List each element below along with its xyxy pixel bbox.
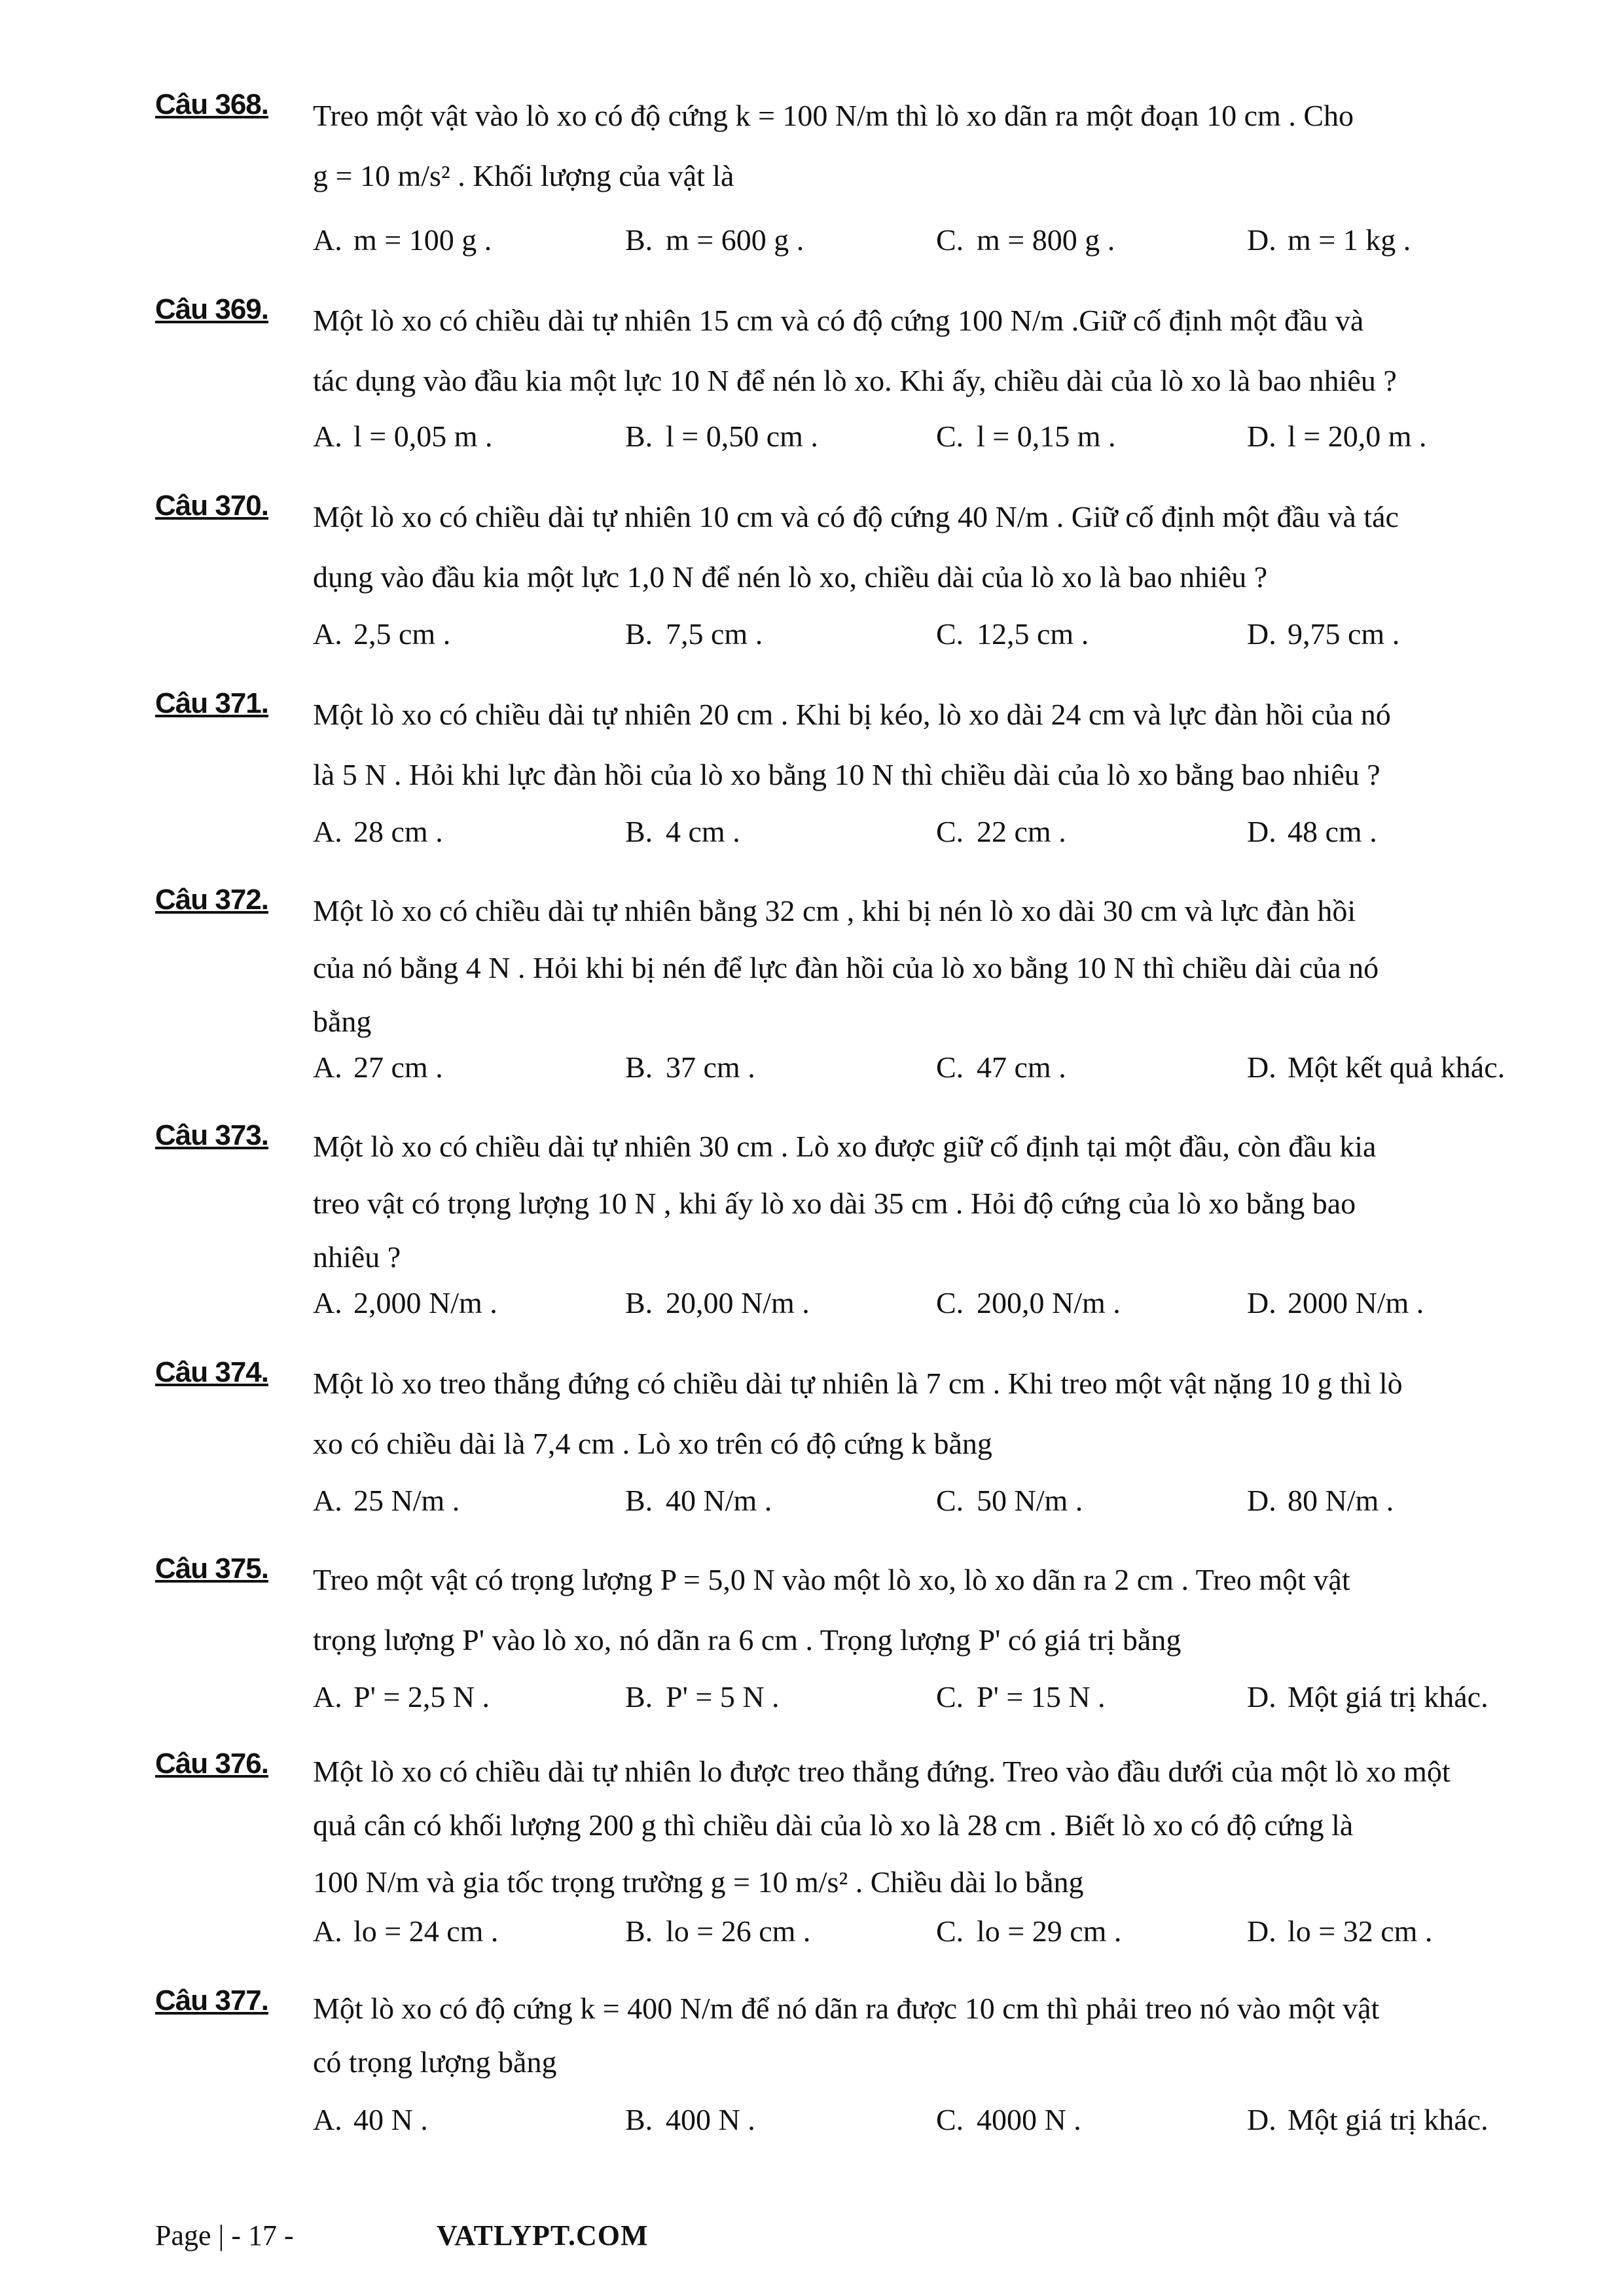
option-d: D. Một kết quả khác. <box>1247 1050 1506 1084</box>
options-370 <box>0 617 1624 656</box>
question-line: tác dụng vào đầu kia một lực 10 N để nén lò xo. Khi ấy, chiều dài của lò xo là bao nhiêu ? <box>313 364 1397 397</box>
question-label: Câu 373. <box>155 1119 268 1151</box>
question-line: trọng lượng P' vào lò xo, nó dãn ra 6 cm . Trọng lượng P' có giá trị bằng <box>313 1623 1182 1657</box>
option-b: B. l = 0,50 cm . <box>625 420 818 453</box>
option-b: B. m = 600 g . <box>625 223 804 257</box>
question-line: nhiêu ? <box>313 1240 401 1274</box>
question-label: Câu 377. <box>155 1984 268 2017</box>
question-line: Một lò xo có chiều dài tự nhiên 10 cm và có độ cứng 40 N/m . Giữ cố định một đầu và tác <box>313 500 1399 533</box>
question-text <box>313 1354 1579 1474</box>
option-a: A. 27 cm . <box>313 1050 443 1084</box>
question-line: Một lò xo có chiều dài tự nhiên 15 cm và có độ cứng 100 N/m .Giữ cố định một đầu và <box>313 304 1364 337</box>
question-label: Câu 371. <box>155 687 268 719</box>
option-c: C. P' = 15 N . <box>936 1680 1106 1713</box>
option-a: A. 40 N . <box>313 2103 428 2136</box>
options-374 <box>0 1483 1624 1522</box>
option-b: B. 7,5 cm . <box>625 617 763 651</box>
option-a: A. P' = 2,5 N . <box>313 1680 490 1713</box>
question-label: Câu 370. <box>155 490 268 522</box>
option-a: A. 28 cm . <box>313 815 443 848</box>
option-d: D. 9,75 cm . <box>1247 617 1400 651</box>
options-376 <box>0 1914 1624 1953</box>
question-line: có trọng lượng bằng <box>313 2045 557 2079</box>
option-d: D. 48 cm . <box>1247 815 1377 848</box>
option-c: C. 22 cm . <box>936 815 1066 848</box>
question-text <box>313 1117 1579 1284</box>
question-line: quả cân có khối lượng 200 g thì chiều dài của lò xo là 28 cm . Biết lò xo có độ cứng là <box>313 1808 1354 1842</box>
option-c: C. 12,5 cm . <box>936 617 1089 651</box>
option-d: D. 80 N/m . <box>1247 1484 1394 1517</box>
question-line: Một lò xo có chiều dài tự nhiên bằng 32 cm , khi bị nén lò xo dài 30 cm và lực đàn hồi <box>313 894 1356 927</box>
question-line: Một lò xo có độ cứng k = 400 N/m để nó dãn ra được 10 cm thì phải treo nó vào một vật <box>313 1992 1380 2025</box>
option-a: A. 2,000 N/m . <box>313 1286 497 1319</box>
option-a: A. 25 N/m . <box>313 1484 460 1517</box>
question-line: bằng <box>313 1005 372 1038</box>
options-373 <box>0 1285 1624 1325</box>
question-line: Một lò xo có chiều dài tự nhiên 20 cm . Khi bị kéo, lò xo dài 24 cm và lực đàn hồi của nó <box>313 698 1391 731</box>
option-a: A. l = 0,05 m . <box>313 420 493 453</box>
question-text <box>313 86 1579 206</box>
options-371 <box>0 814 1624 853</box>
options-372 <box>0 1050 1624 1089</box>
question-line: Treo một vật có trọng lượng P = 5,0 N vào một lò xo, lò xo dãn ra 2 cm . Treo một vật <box>313 1563 1350 1596</box>
question-text <box>313 881 1579 1049</box>
question-line: Một lò xo treo thẳng đứng có chiều dài tự nhiên là 7 cm . Khi treo một vật nặng 10 g thì lò <box>313 1367 1403 1400</box>
option-a: A. m = 100 g . <box>313 223 492 257</box>
question-line: dụng vào đầu kia một lực 1,0 N để nén lò xo, chiều dài của lò xo là bao nhiêu ? <box>313 560 1268 594</box>
option-a: A. lo = 24 cm . <box>313 1914 499 1948</box>
option-c: C. 47 cm . <box>936 1050 1066 1084</box>
question-label: Câu 375. <box>155 1552 268 1585</box>
question-label: Câu 372. <box>155 884 268 916</box>
option-b: B. 40 N/m . <box>625 1484 772 1517</box>
question-line: xo có chiều dài là 7,4 cm . Lò xo trên có độ cứng k bằng <box>313 1427 992 1460</box>
option-b: B. 4 cm . <box>625 815 740 848</box>
option-c: C. m = 800 g . <box>936 223 1115 257</box>
question-text <box>313 291 1579 411</box>
options-369 <box>0 419 1624 458</box>
question-label: Câu 374. <box>155 1356 268 1388</box>
question-line: là 5 N . Hỏi khi lực đàn hồi của lò xo bằng 10 N thì chiều dài của lò xo bằng bao nhiêu ? <box>313 758 1380 791</box>
question-text <box>313 685 1579 805</box>
options-375 <box>0 1679 1624 1719</box>
question-line: 100 N/m và gia tốc trọng trường g = 10 m/s² . Chiều dài lo bằng <box>313 1865 1084 1899</box>
question-line: Một lò xo có chiều dài tự nhiên lo được treo thẳng đứng. Treo vào đầu dưới của một lò xo một <box>313 1755 1451 1788</box>
option-d: D. m = 1 kg . <box>1247 223 1411 257</box>
question-text <box>313 1745 1579 1912</box>
option-c: C. lo = 29 cm . <box>936 1914 1122 1948</box>
option-c: C. 50 N/m . <box>936 1484 1083 1517</box>
page-footer <box>155 2219 941 2258</box>
question-line: g = 10 m/s² . Khối lượng của vật là <box>313 159 734 192</box>
page-number: Page | - 17 - <box>155 2219 294 2251</box>
option-c: C. 4000 N . <box>936 2103 1081 2136</box>
options-368 <box>0 223 1624 262</box>
option-d: D. Một giá trị khác. <box>1247 2103 1489 2136</box>
question-text <box>313 1982 1579 2089</box>
option-c: C. 200,0 N/m . <box>936 1286 1121 1319</box>
site-name: VATLYPT.COM <box>437 2219 649 2251</box>
options-377 <box>0 2102 1624 2142</box>
question-label: Câu 376. <box>155 1748 268 1780</box>
question-line: Treo một vật vào lò xo có độ cứng k = 100 N/m thì lò xo dãn ra một đoạn 10 cm . Cho <box>313 99 1354 132</box>
option-b: B. 400 N . <box>625 2103 755 2136</box>
question-label: Câu 369. <box>155 293 268 325</box>
option-a: A. 2,5 cm . <box>313 617 451 651</box>
option-b: B. 20,00 N/m . <box>625 1286 810 1319</box>
question-text <box>313 1550 1579 1670</box>
option-d: D. Một giá trị khác. <box>1247 1680 1489 1713</box>
option-b: B. P' = 5 N . <box>625 1680 780 1713</box>
question-line: Một lò xo có chiều dài tự nhiên 30 cm . Lò xo được giữ cố định tại một đầu, còn đầu kia <box>313 1130 1377 1163</box>
question-line: của nó bằng 4 N . Hỏi khi bị nén để lực đàn hồi của lò xo bằng 10 N thì chiều dài của nó <box>313 951 1379 984</box>
option-d: D. 2000 N/m . <box>1247 1286 1424 1319</box>
question-line: treo vật có trọng lượng 10 N , khi ấy lò xo dài 35 cm . Hỏi độ cứng của lò xo bằng bao <box>313 1187 1356 1220</box>
option-b: B. 37 cm . <box>625 1050 755 1084</box>
question-label: Câu 368. <box>155 88 268 120</box>
option-b: B. lo = 26 cm . <box>625 1914 811 1948</box>
option-d: D. lo = 32 cm . <box>1247 1914 1433 1948</box>
option-c: C. l = 0,15 m . <box>936 420 1116 453</box>
question-text <box>313 487 1579 607</box>
option-d: D. l = 20,0 m . <box>1247 420 1427 453</box>
